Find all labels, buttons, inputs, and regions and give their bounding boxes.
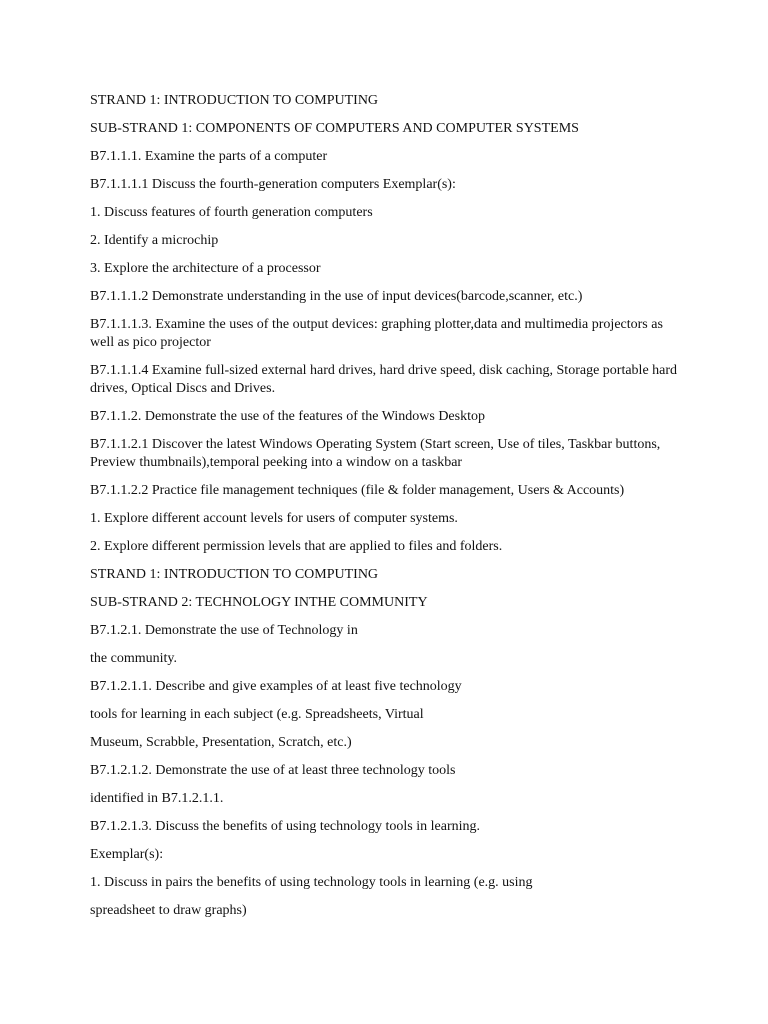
sub-strand-heading: SUB-STRAND 2: TECHNOLOGY INTHE COMMUNITY [90, 595, 428, 610]
document-page [90, 92, 680, 930]
exemplar-item: 2. Identify a microchip [90, 233, 219, 248]
indicator: B7.1.1.1.4 Examine full-sized external hard drives, hard drive speed, disk caching, Storage portable hard drives, Optical Discs and Drives. [90, 363, 678, 396]
indicator-continued: identified in B7.1.2.1.1. [90, 791, 224, 806]
exemplar-item: 1. Explore different account levels for users of computer systems. [90, 511, 458, 526]
exemplar-item: 1. Discuss features of fourth generation computers [90, 205, 373, 220]
indicator: B7.1.2.1.3. Discuss the benefits of using technology tools in learning. [90, 819, 481, 834]
indicator-continued: tools for learning in each subject (e.g. Spreadsheets, Virtual [90, 707, 424, 722]
exemplar-item-continued: spreadsheet to draw graphs) [90, 903, 247, 918]
indicator: B7.1.2.1.1. Describe and give examples of at least five technology [90, 679, 462, 694]
content-standard: B7.1.1.1. Examine the parts of a computer [90, 149, 328, 164]
indicator: B7.1.2.1.2. Demonstrate the use of at least three technology tools [90, 763, 456, 778]
indicator: B7.1.1.2.1 Discover the latest Windows Operating System (Start screen, Use of tiles, Taskbar buttons, Preview thumbnails),temporal peeking into a window on a taskbar [90, 437, 661, 470]
content-standard: B7.1.1.2. Demonstrate the use of the features of the Windows Desktop [90, 409, 485, 424]
content-standard: B7.1.2.1. Demonstrate the use of Technology in [90, 623, 358, 638]
indicator: B7.1.1.1.3. Examine the uses of the output devices: graphing plotter,data and multimedia projectors as well as pico projector [90, 317, 663, 350]
indicator: B7.1.1.1.1 Discuss the fourth-generation computers Exemplar(s): [90, 177, 456, 192]
strand-heading: STRAND 1: INTRODUCTION TO COMPUTING [90, 567, 379, 582]
sub-strand-heading: SUB-STRAND 1: COMPONENTS OF COMPUTERS AND COMPUTER SYSTEMS [90, 121, 579, 136]
exemplar-item: 3. Explore the architecture of a processor [90, 261, 321, 276]
strand-heading: STRAND 1: INTRODUCTION TO COMPUTING [90, 93, 379, 108]
exemplar-item: 2. Explore different permission levels that are applied to files and folders. [90, 539, 503, 554]
exemplar-label: Exemplar(s): [90, 847, 164, 862]
indicator: B7.1.1.2.2 Practice file management techniques (file & folder management, Users & Accounts) [90, 483, 625, 498]
content-standard-continued: the community. [90, 651, 177, 666]
indicator: B7.1.1.1.2 Demonstrate understanding in the use of input devices(barcode,scanner, etc.) [90, 289, 583, 304]
exemplar-item: 1. Discuss in pairs the benefits of using technology tools in learning (e.g. using [90, 875, 533, 890]
indicator-continued: Museum, Scrabble, Presentation, Scratch, etc.) [90, 735, 352, 750]
